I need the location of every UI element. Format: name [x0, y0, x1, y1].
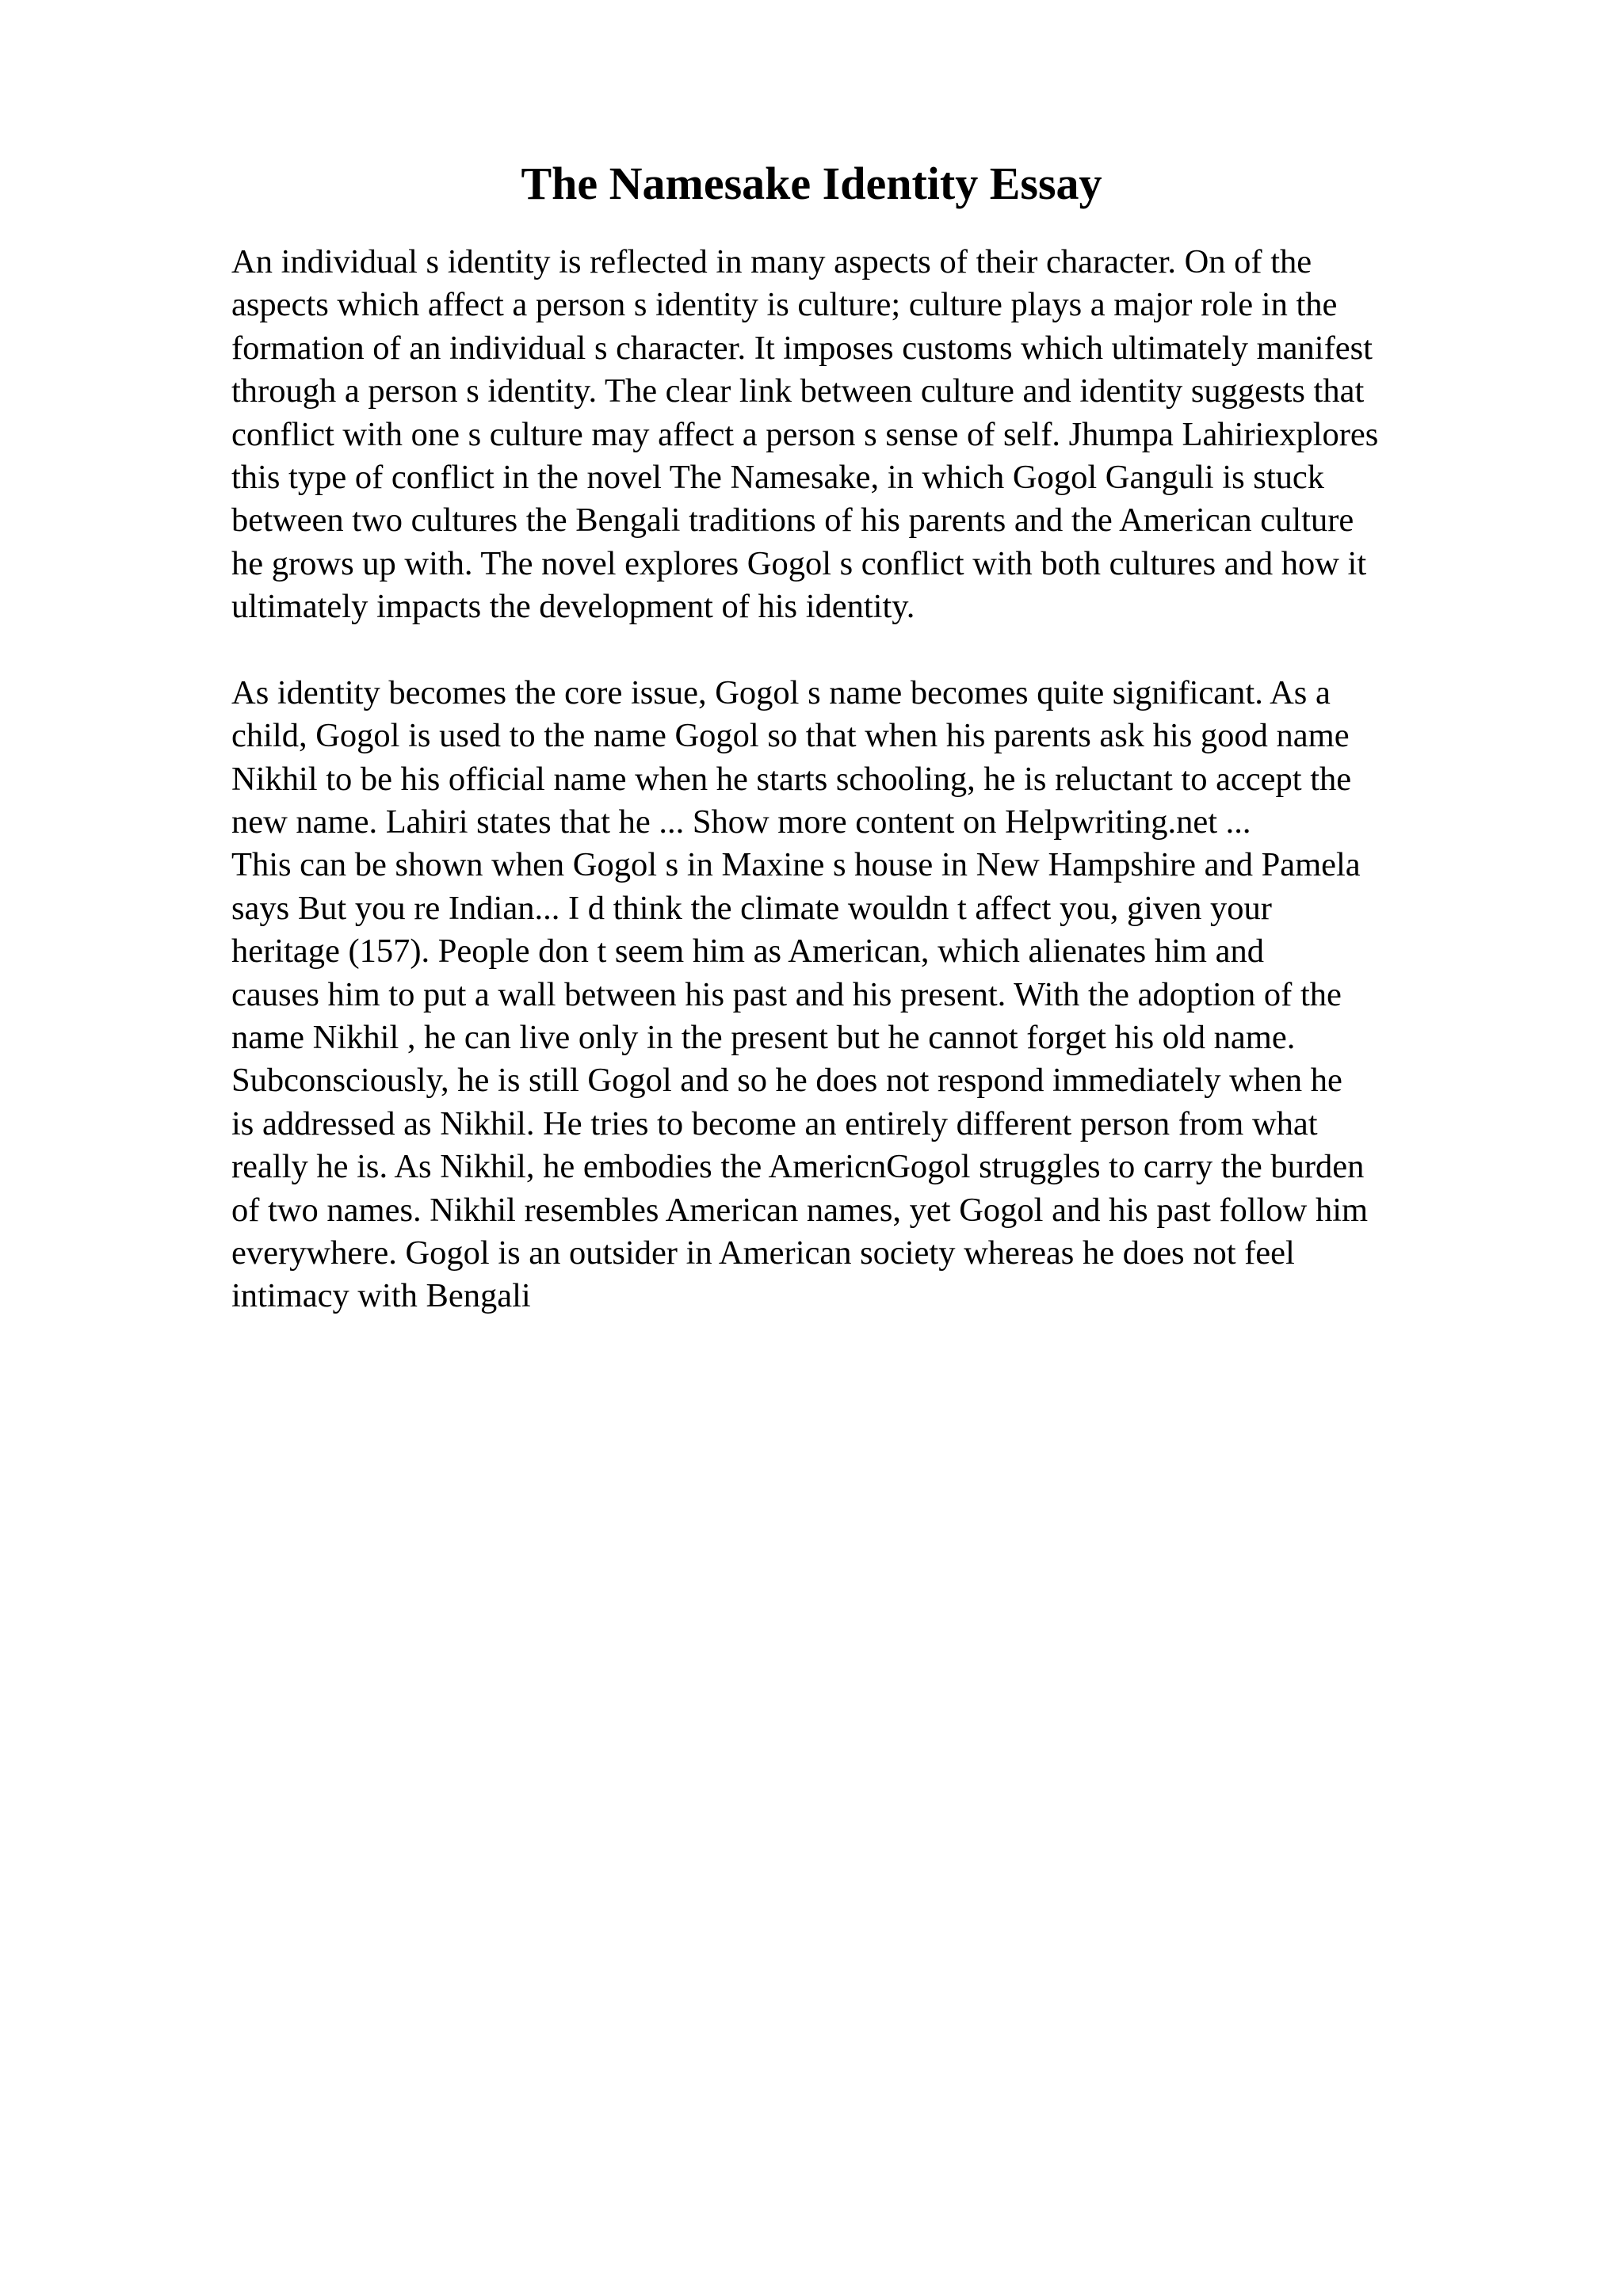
paragraph-gap — [231, 629, 1499, 672]
text-line: new name. Lahiri states that he ... Show more content on Helpwriting.net ... — [231, 803, 1251, 841]
text-line: through a person s identity. The clear link between culture and identity suggests that — [231, 372, 1365, 410]
text-line: this type of conflict in the novel The Namesake, in which Gogol Ganguli is stuck — [231, 458, 1325, 496]
text-line: says But you re Indian... I d think the climate wouldn t affect you, given your — [231, 889, 1272, 927]
text-line: he grows up with. The novel explores Gogol s conflict with both cultures and how it — [231, 544, 1367, 582]
text-line: aspects which affect a person s identity is culture; culture plays a major role in the — [231, 286, 1338, 324]
essay-body — [231, 241, 1499, 1318]
text-line: formation of an individual s character. It imposes customs which ultimately manifest — [231, 329, 1373, 367]
text-line: An individual s identity is reflected in many aspects of their character. On of the — [231, 243, 1312, 280]
text-line: This can be shown when Gogol s in Maxine s house in New Hampshire and Pamela — [231, 846, 1361, 884]
text-line: heritage (157). People don t seem him as American, which alienates him and — [231, 933, 1264, 971]
text-line: conflict with one s culture may affect a person s sense of self. Jhumpa Lahiriexplores — [231, 415, 1379, 453]
text-line: Subconsciously, he is still Gogol and so he does not respond immediately when he — [231, 1062, 1342, 1100]
text-line: between two cultures the Bengali traditions of his parents and the American culture — [231, 502, 1354, 540]
text-line: intimacy with Bengali — [231, 1277, 531, 1315]
text-line: name Nikhil , he can live only in the present but he cannot forget his old name. — [231, 1019, 1296, 1057]
text-line: As identity becomes the core issue, Gogol s name becomes quite significant. As a — [231, 673, 1331, 711]
text-line: Nikhil to be his official name when he starts schooling, he is reluctant to accept the — [231, 760, 1352, 798]
page-title: The Namesake Identity Essay — [521, 158, 1102, 209]
text-line: child, Gogol is used to the name Gogol so that when his parents ask his good name — [231, 717, 1350, 755]
text-line: everywhere. Gogol is an outsider in American society whereas he does not feel — [231, 1234, 1295, 1272]
text-line: really he is. As Nikhil, he embodies the AmericnGogol struggles to carry the burden — [231, 1148, 1365, 1186]
text-line: of two names. Nikhil resembles American names, yet Gogol and his past follow him — [231, 1191, 1369, 1229]
text-line: ultimately impacts the development of his identity. — [231, 588, 915, 626]
paragraph-2 — [231, 672, 1499, 1318]
paragraph-1 — [231, 241, 1499, 629]
text-line: is addressed as Nikhil. He tries to become an entirely different person from what — [231, 1104, 1318, 1142]
text-line: causes him to put a wall between his past and his present. With the adoption of the — [231, 975, 1342, 1013]
